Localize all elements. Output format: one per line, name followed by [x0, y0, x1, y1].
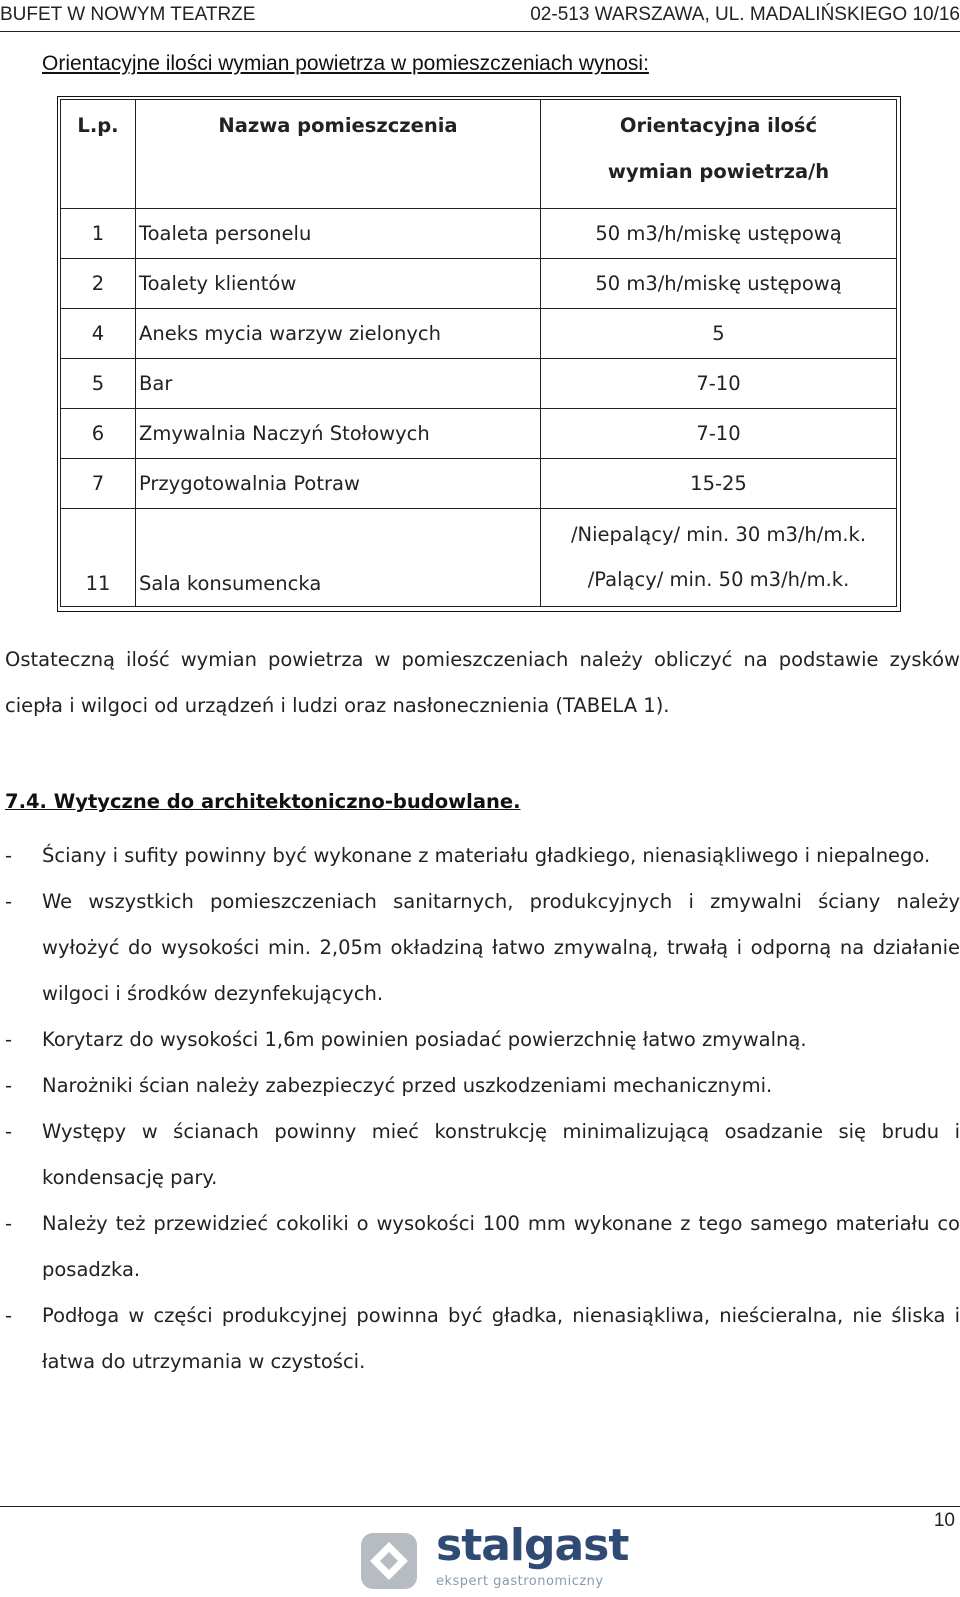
row-lp: 2	[61, 258, 136, 308]
table-header-row	[61, 100, 897, 209]
row-air-exchange: 50 m3/h/miskę ustępową	[541, 208, 897, 258]
table-row	[61, 308, 897, 358]
row-room-name: Toaleta personelu	[136, 208, 541, 258]
header-air-exchange-line2: wymian powietrza/h	[607, 160, 830, 183]
table-row	[61, 458, 897, 508]
row-lp: 1	[61, 208, 136, 258]
header-divider	[0, 31, 960, 32]
logo-wordmark: stalgast	[436, 1520, 629, 1571]
row-air-exchange: 5	[541, 308, 897, 358]
bullet-dash: -	[5, 1120, 13, 1143]
list-item: - Należy też przewidzieć cokoliki o wysokości 100 mm wykonane z tego samego materiału co posadzka.	[5, 1201, 960, 1293]
header-title: BUFET W NOWYM TEATRZE	[0, 4, 256, 25]
bullet-dash: -	[5, 1028, 13, 1051]
bullet-dash: -	[5, 890, 13, 913]
row-air-exchange	[541, 508, 897, 606]
row-air-exchange-smoking: /Palący/ min. 50 m3/h/m.k.	[587, 568, 850, 592]
list-item: - Występy w ścianach powinny mieć konstrukcję minimalizującą osadzanie się brudu i kondensację pary.	[5, 1109, 960, 1201]
table-intro: Orientacyjne ilości wymian powietrza w pomieszczeniach wynosi:	[42, 52, 649, 75]
list-item: - Podłoga w części produkcyjnej powinna być gładka, nienasiąkliwa, nieścieralna, nie śliska i łatwa do utrzymania w czystości.	[5, 1293, 960, 1385]
ventilation-table-frame	[57, 96, 901, 612]
logo-tagline: ekspert gastronomiczny	[436, 1574, 604, 1589]
ventilation-table	[60, 99, 897, 607]
header-lp: L.p.	[61, 100, 136, 209]
header-air-exchange	[541, 100, 897, 209]
row-lp: 7	[61, 458, 136, 508]
header-room-name: Nazwa pomieszczenia	[136, 100, 541, 209]
footer-divider	[0, 1506, 960, 1507]
row-air-exchange: 50 m3/h/miskę ustępową	[541, 258, 897, 308]
table-row	[61, 258, 897, 308]
bullet-dash: -	[5, 844, 13, 867]
bullet-dash: -	[5, 1074, 13, 1097]
header-air-exchange-line1: Orientacyjna ilość	[619, 114, 818, 137]
row-room-name: Toalety klientów	[136, 258, 541, 308]
page-number: 10	[933, 1510, 955, 1531]
bullet-dash: -	[5, 1212, 13, 1235]
row-lp: 4	[61, 308, 136, 358]
row-room-name: Przygotowalnia Potraw	[136, 458, 541, 508]
list-item: - Narożniki ścian należy zabezpieczyć przed uszkodzeniami mechanicznymi.	[5, 1063, 960, 1109]
row-air-exchange: 7-10	[541, 358, 897, 408]
table-row	[61, 408, 897, 458]
page-header	[0, 2, 960, 28]
row-lp: 11	[61, 508, 136, 606]
table-row	[61, 358, 897, 408]
row-air-exchange-nonsmoking: /Niepalący/ min. 30 m3/h/m.k.	[570, 523, 867, 547]
row-air-exchange: 7-10	[541, 408, 897, 458]
list-item: - Korytarz do wysokości 1,6m powinien posiadać powierzchnię łatwo zmywalną.	[5, 1017, 960, 1063]
list-item: - We wszystkich pomieszczeniach sanitarnych, produkcyjnych i zmywalni ściany należy wyłożyć do wysokości min. 2,05m okładziną łatwo zmywalną, trwałą i odporną na działanie wilgoci i środków dezynfekujących.	[5, 879, 960, 1017]
calculation-note: Ostateczną ilość wymian powietrza w pomieszczeniach należy obliczyć na podstawie zysków ciepła i wilgoci od urządzeń i ludzi oraz nasłonecznienia (TABELA 1).	[5, 648, 960, 717]
row-room-name: Bar	[136, 358, 541, 408]
bullet-dash: -	[5, 1304, 13, 1327]
row-air-exchange: 15-25	[541, 458, 897, 508]
list-item: - Ściany i sufity powinny być wykonane z materiału gładkiego, nienasiąkliwego i niepalnego.	[5, 833, 960, 879]
header-address: 02-513 WARSZAWA, UL. MADALIŃSKIEGO 10/16	[530, 4, 960, 25]
row-lp: 5	[61, 358, 136, 408]
row-room-name: Aneks mycia warzyw zielonych	[136, 308, 541, 358]
table-row	[61, 508, 897, 606]
table-row	[61, 208, 897, 258]
section-title: 7.4. Wytyczne do architektoniczno-budowlane.	[5, 790, 521, 813]
row-lp: 6	[61, 408, 136, 458]
stalgast-logo	[358, 1520, 629, 1594]
guidelines-list	[5, 833, 960, 1385]
row-room-name: Sala konsumencka	[136, 508, 541, 606]
stalgast-logo-mark-icon	[358, 1530, 420, 1592]
row-room-name: Zmywalnia Naczyń Stołowych	[136, 408, 541, 458]
